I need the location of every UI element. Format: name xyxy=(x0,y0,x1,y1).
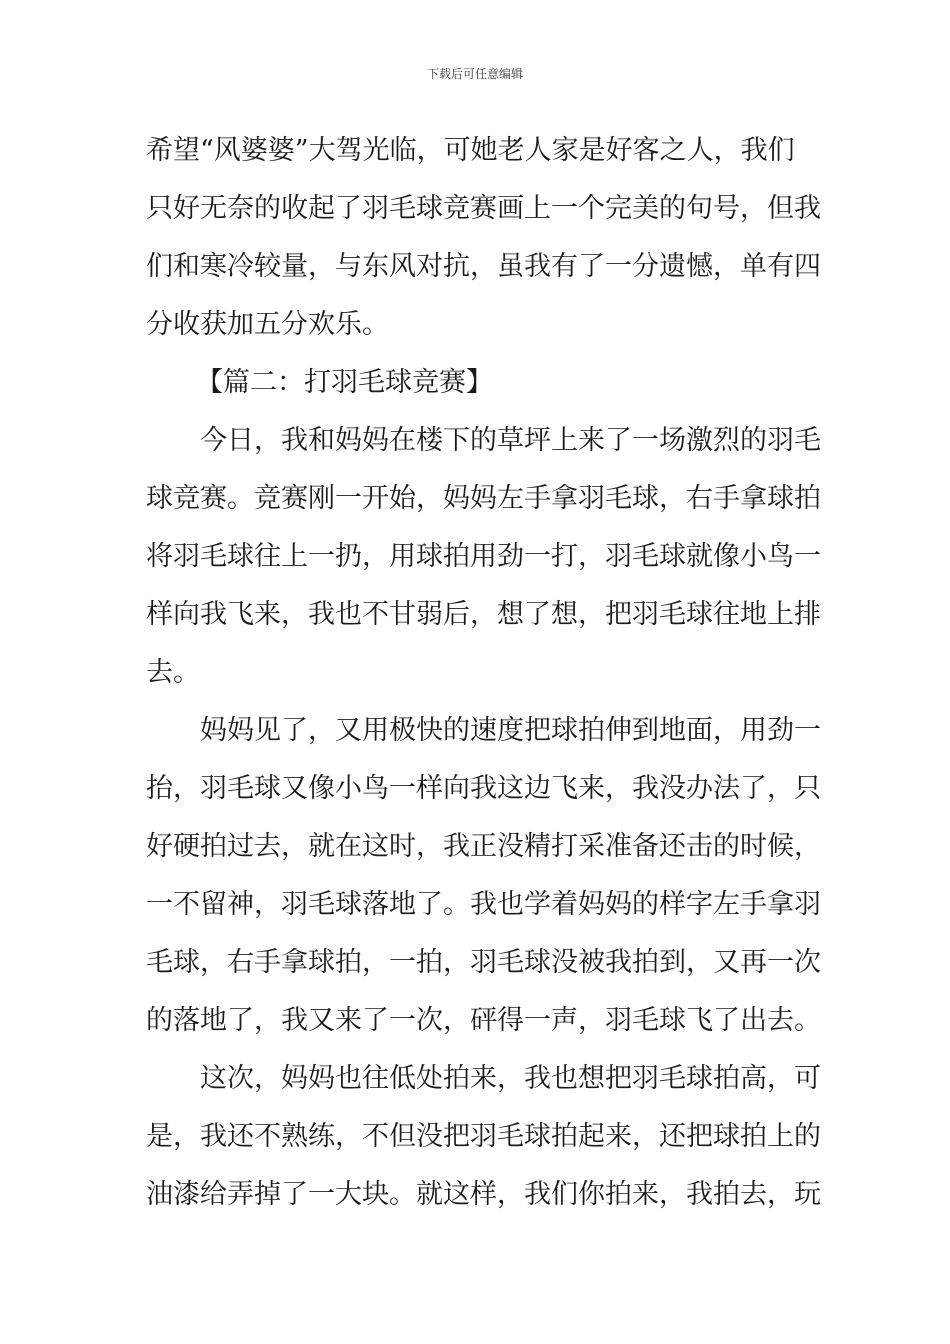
text-line: 们和寒冷较量，与东风对抗，虽我有了一分遗憾，单有四 xyxy=(146,251,821,282)
text-line: 一不留神，羽毛球落地了。我也学着妈妈的样字左手拿羽 xyxy=(146,889,821,920)
text-line: 的落地了，我又来了一次，砰得一声，羽毛球飞了出去。 xyxy=(146,1005,821,1036)
text-line: 抬，羽毛球又像小鸟一样向我这边飞来，我没办法了，只 xyxy=(146,773,821,804)
section-heading xyxy=(146,354,806,412)
text-line: 希望“风婆婆”大驾光临，可她老人家是好客之人，我们 xyxy=(146,135,795,166)
text-line: 妈妈见了，又用极快的速度把球拍伸到地面，用劲一 xyxy=(200,715,821,746)
paragraph xyxy=(146,412,821,702)
text-line: 将羽毛球往上一扔，用球拍用劲一打，羽毛球就像小鸟一 xyxy=(146,541,821,572)
text-line: 分收获加五分欢乐。 xyxy=(146,309,389,340)
paragraph xyxy=(146,702,821,1050)
text-line: 球竞赛。竞赛刚一开始，妈妈左手拿羽毛球，右手拿球拍 xyxy=(146,483,821,514)
text-line: 毛球，右手拿球拍，一拍，羽毛球没被我拍到，又再一次 xyxy=(146,947,821,978)
paragraph xyxy=(146,122,821,354)
text-line: 今日，我和妈妈在楼下的草坪上来了一场激烈的羽毛 xyxy=(200,425,821,456)
text-line: 油漆给弄掉了一大块。就这样，我们你拍来，我拍去，玩 xyxy=(146,1179,821,1210)
document-body xyxy=(146,122,821,1224)
paragraph xyxy=(146,1050,821,1224)
text-line: 是，我还不熟练，不但没把羽毛球拍起来，还把球拍上的 xyxy=(146,1121,821,1152)
heading-line: 【篇二：打羽毛球竞赛】 xyxy=(196,367,493,398)
text-line: 好硬拍过去，就在这时，我正没精打采准备还击的时候， xyxy=(146,831,821,862)
text-line: 样向我飞来，我也不甘弱后，想了想，把羽毛球往地上排 xyxy=(146,599,821,630)
text-line: 这次，妈妈也往低处拍来，我也想把羽毛球拍高，可 xyxy=(200,1063,821,1094)
text-line: 只好无奈的收起了羽毛球竞赛画上一个完美的句号，但我 xyxy=(146,193,821,224)
text-line: 去。 xyxy=(146,657,200,688)
page-header: 下载后可任意编辑 xyxy=(426,67,523,81)
